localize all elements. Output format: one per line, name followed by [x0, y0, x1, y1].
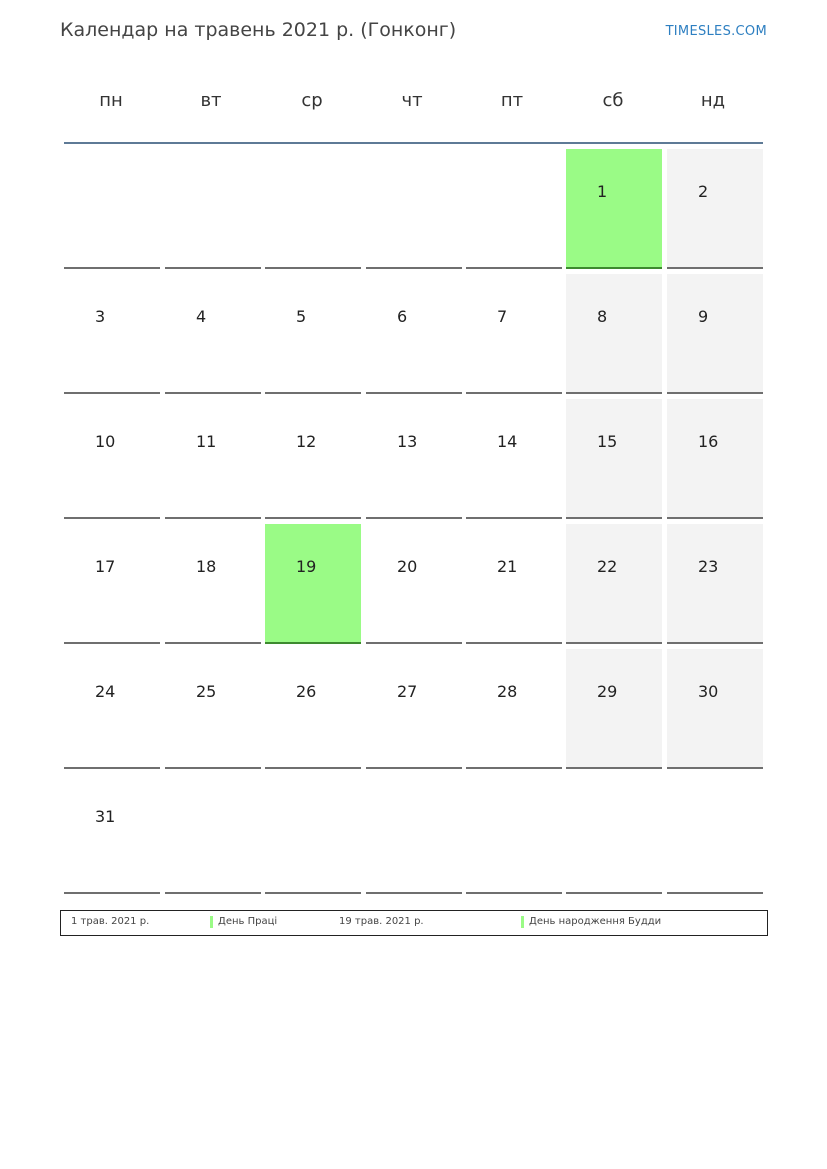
- day-cell: [64, 274, 160, 394]
- day-cell: [64, 399, 160, 519]
- day-number: 27: [397, 682, 418, 701]
- legend-marker-1: [210, 916, 213, 928]
- day-number: 11: [196, 432, 217, 451]
- day-cell: [265, 274, 361, 394]
- weekday-tue: вт: [200, 90, 222, 111]
- legend-date-2: 19 трав. 2021 р.: [339, 916, 424, 927]
- day-cell: [64, 774, 160, 894]
- day-cell: [466, 274, 562, 394]
- weekday-wed: ср: [301, 90, 323, 111]
- weekday-sun: нд: [700, 90, 726, 111]
- day-cell: [64, 524, 160, 644]
- day-number: 8: [597, 307, 608, 326]
- empty-day-cell: [466, 149, 562, 269]
- day-number: 29: [597, 682, 618, 701]
- day-number: 17: [95, 557, 116, 576]
- day-number: 26: [296, 682, 317, 701]
- day-cell: [64, 649, 160, 769]
- day-number: 25: [196, 682, 217, 701]
- day-number: 24: [95, 682, 116, 701]
- day-number: 21: [497, 557, 518, 576]
- holiday-day-cell: [265, 524, 361, 644]
- day-cell: [466, 649, 562, 769]
- weekend-day-cell: [667, 274, 763, 394]
- holiday-legend: [60, 910, 768, 936]
- day-number: 13: [397, 432, 418, 451]
- day-number: 23: [698, 557, 719, 576]
- brand-link[interactable]: TIMESLES.COM: [665, 24, 767, 39]
- weekend-day-cell: [667, 149, 763, 269]
- day-number: 15: [597, 432, 618, 451]
- weekend-day-cell: [566, 649, 662, 769]
- weekday-thu: чт: [401, 90, 423, 111]
- weekend-day-cell: [667, 399, 763, 519]
- day-number: 4: [196, 307, 207, 326]
- day-cell: [366, 399, 462, 519]
- day-number: 14: [497, 432, 518, 451]
- weekend-day-cell: [667, 649, 763, 769]
- empty-day-cell: [64, 149, 160, 269]
- day-number: 31: [95, 807, 116, 826]
- day-cell: [265, 399, 361, 519]
- header-divider: [64, 142, 763, 144]
- empty-day-cell: [165, 774, 261, 894]
- day-cell: [366, 649, 462, 769]
- day-number: 5: [296, 307, 307, 326]
- day-cell: [466, 399, 562, 519]
- empty-day-cell: [366, 149, 462, 269]
- day-number: 2: [698, 182, 709, 201]
- day-number: 7: [497, 307, 508, 326]
- empty-day-cell: [566, 774, 662, 894]
- weekday-sat: сб: [602, 90, 624, 111]
- legend-marker-2: [521, 916, 524, 928]
- day-number: 1: [597, 182, 608, 201]
- day-cell: [366, 524, 462, 644]
- day-cell: [165, 399, 261, 519]
- weekend-day-cell: [566, 274, 662, 394]
- day-number: 16: [698, 432, 719, 451]
- day-number: 30: [698, 682, 719, 701]
- legend-name-1: День Праці: [218, 916, 278, 927]
- day-number: 12: [296, 432, 317, 451]
- day-cell: [366, 274, 462, 394]
- day-number: 22: [597, 557, 618, 576]
- weekend-day-cell: [566, 524, 662, 644]
- weekend-day-cell: [566, 399, 662, 519]
- day-cell: [165, 649, 261, 769]
- empty-day-cell: [265, 149, 361, 269]
- holiday-day-cell: [566, 149, 662, 269]
- day-number: 19: [296, 557, 317, 576]
- weekend-day-cell: [667, 524, 763, 644]
- day-number: 20: [397, 557, 418, 576]
- day-cell: [466, 524, 562, 644]
- weekday-header-row: [63, 90, 764, 120]
- page-title: Календар на травень 2021 р. (Гонконг): [60, 19, 457, 41]
- empty-day-cell: [366, 774, 462, 894]
- day-cell: [165, 524, 261, 644]
- empty-day-cell: [165, 149, 261, 269]
- legend-date-1: 1 трав. 2021 р.: [71, 916, 150, 927]
- day-number: 9: [698, 307, 709, 326]
- day-number: 28: [497, 682, 518, 701]
- empty-day-cell: [667, 774, 763, 894]
- day-number: 18: [196, 557, 217, 576]
- weekday-mon: пн: [99, 90, 123, 111]
- day-number: 10: [95, 432, 116, 451]
- weekday-fri: пт: [500, 90, 524, 111]
- day-cell: [165, 274, 261, 394]
- day-number: 3: [95, 307, 106, 326]
- empty-day-cell: [466, 774, 562, 894]
- legend-name-2: День народження Будди: [529, 916, 662, 927]
- day-cell: [265, 649, 361, 769]
- empty-day-cell: [265, 774, 361, 894]
- day-number: 6: [397, 307, 408, 326]
